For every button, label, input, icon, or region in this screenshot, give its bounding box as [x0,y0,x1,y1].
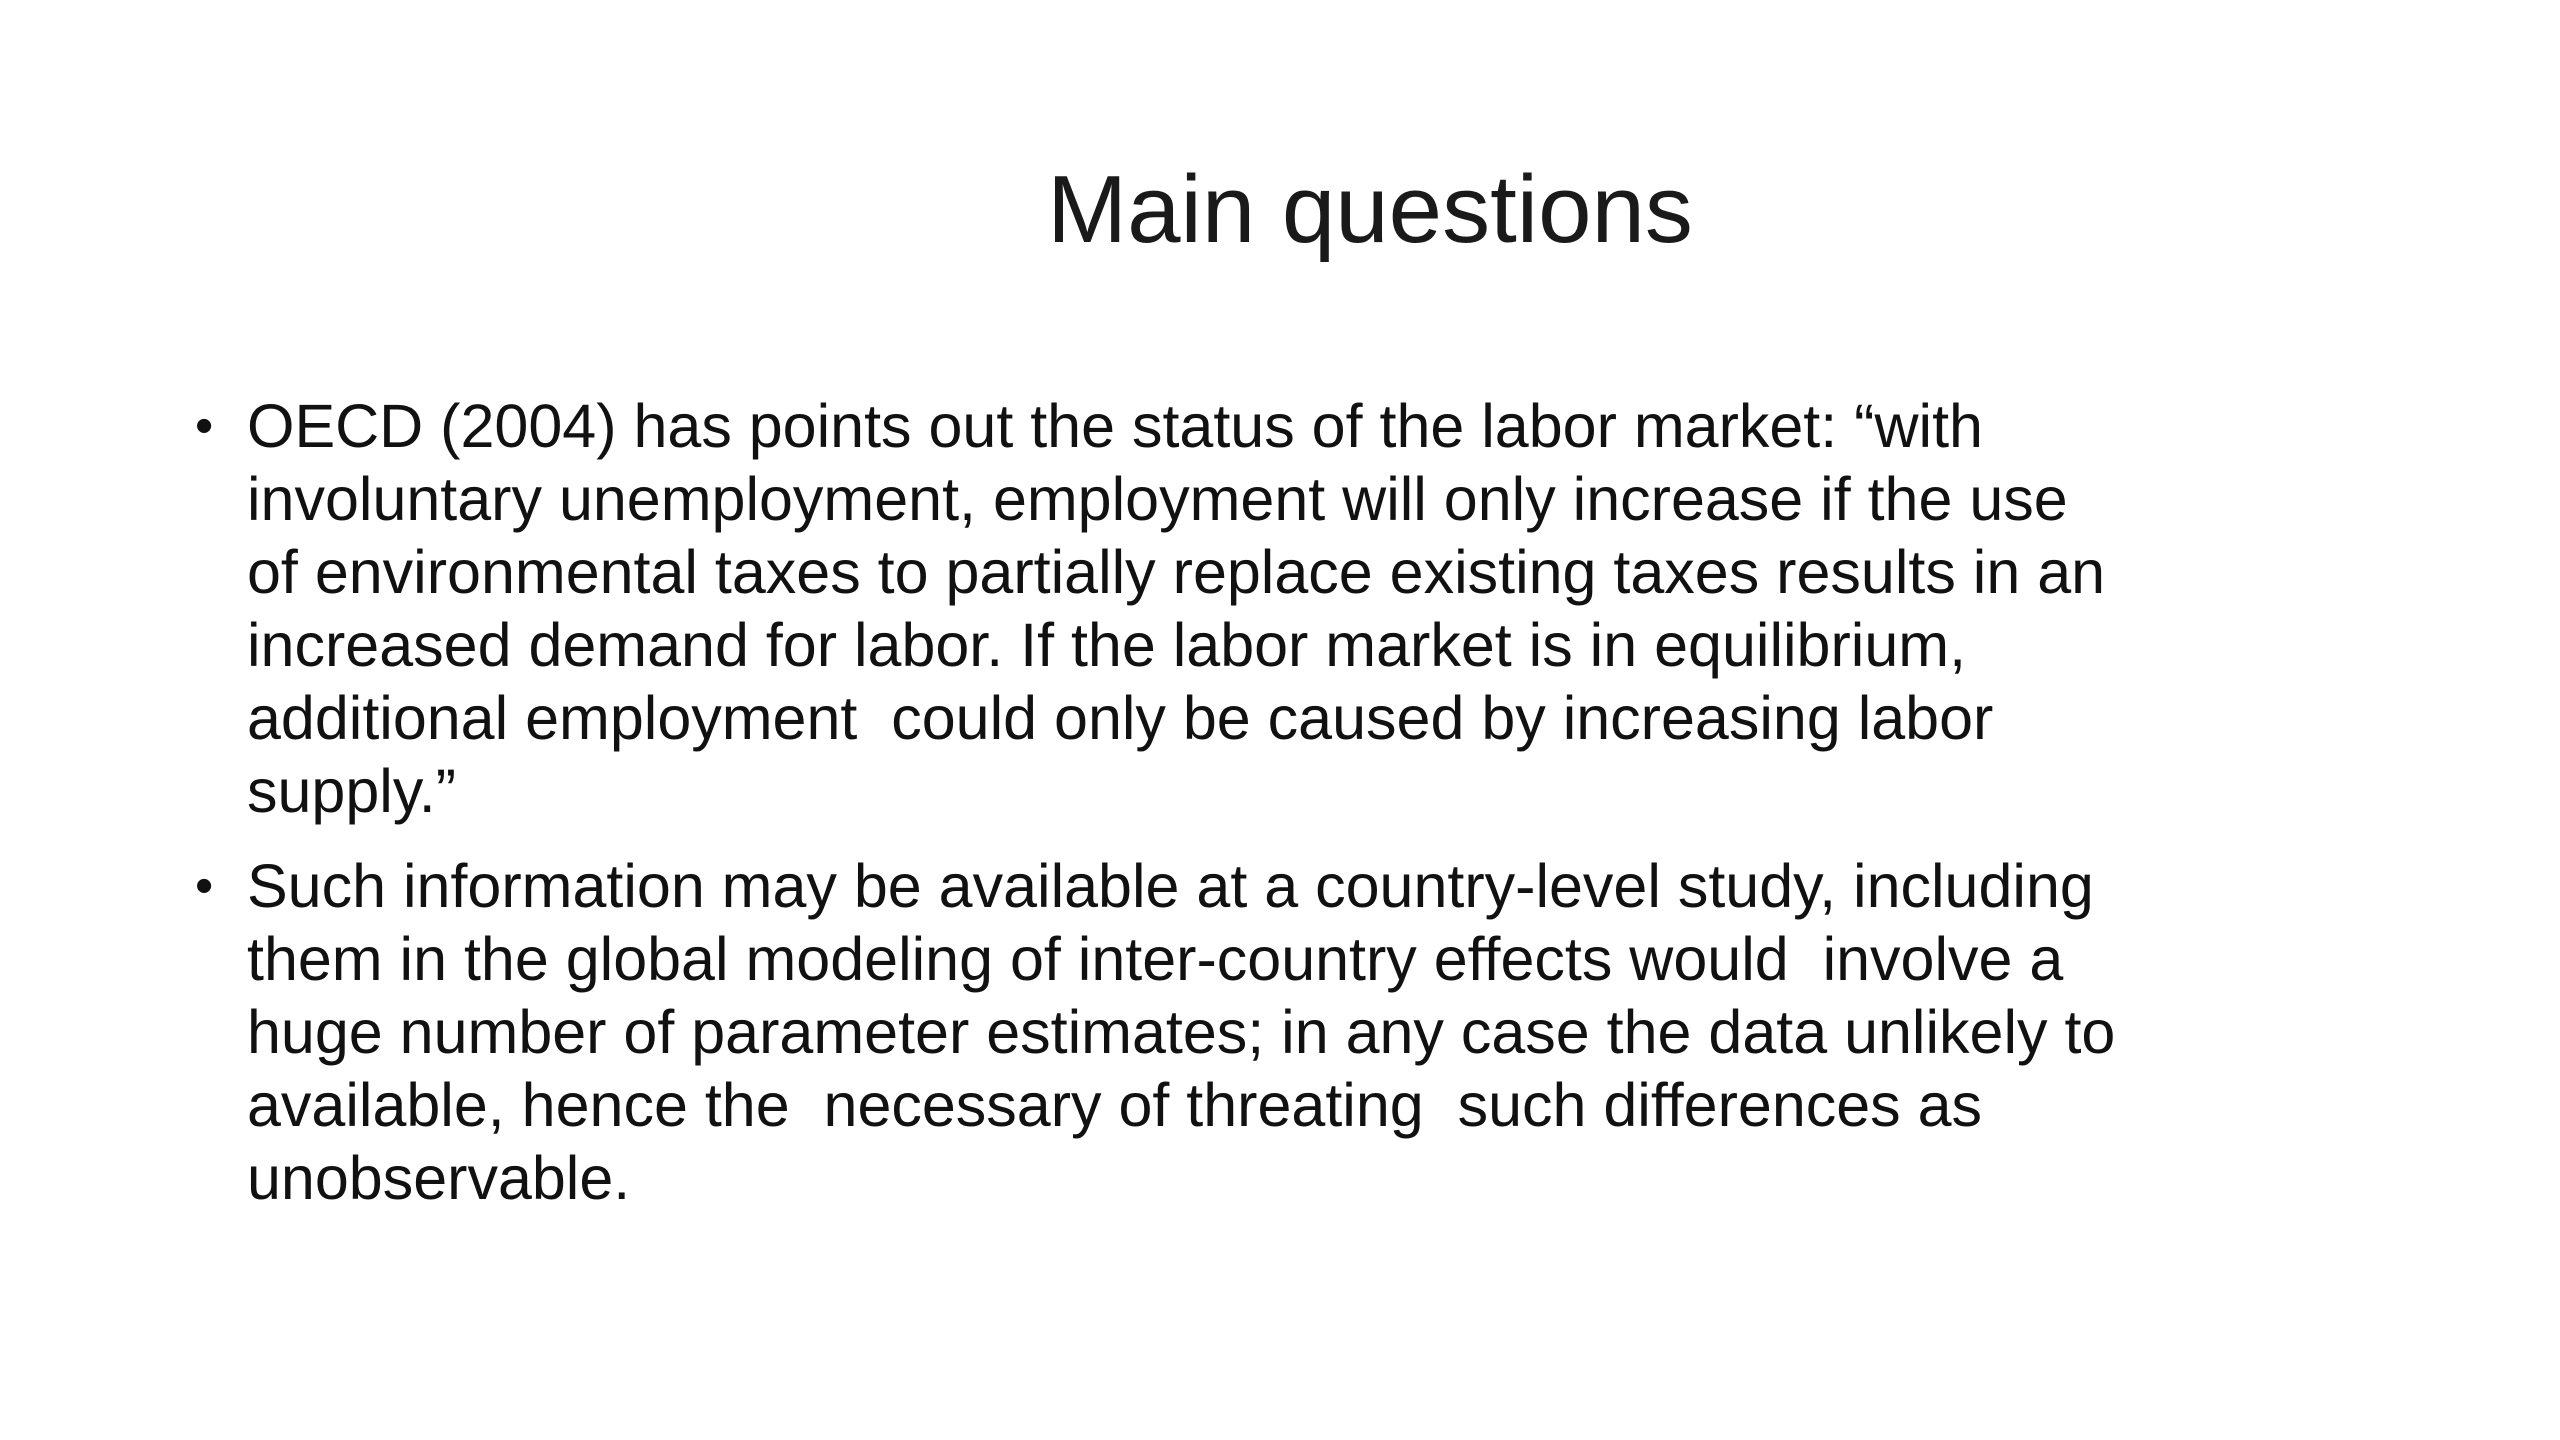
bullet-text-line: huge number of parameter estimates; in any case the data unlikely to [247,998,2116,1066]
bullet-list [195,390,2425,1237]
bullet-text-line: available, hence the necessary of threating such differences as [247,1071,1983,1139]
bullet-text-line: involuntary unemployment, employment will only increase if the use [247,465,2068,533]
slide-title: Main questions [1047,156,1693,263]
bullet-item-2 [195,850,2425,1215]
bullet-text-line: supply.” [247,757,457,825]
bullet-icon: • [195,397,214,455]
bullet-item-1 [195,390,2425,828]
bullet-text-line: unobservable. [247,1144,631,1212]
bullet-text-line: Such information may be available at a country-level study, including [247,852,2094,920]
bullet-text-line: of environmental taxes to partially replace existing taxes results in an [247,538,2106,606]
bullet-text-line: additional employment could only be caused by increasing labor [247,684,1994,752]
bullet-text-line: OECD (2004) has points out the status of the labor market: “with [247,392,1983,460]
bullet-text-line: increased demand for labor. If the labor market is in equilibrium, [247,611,1967,679]
bullet-icon: • [195,857,214,915]
bullet-text-line: them in the global modeling of inter-country effects would involve a [247,925,2064,993]
